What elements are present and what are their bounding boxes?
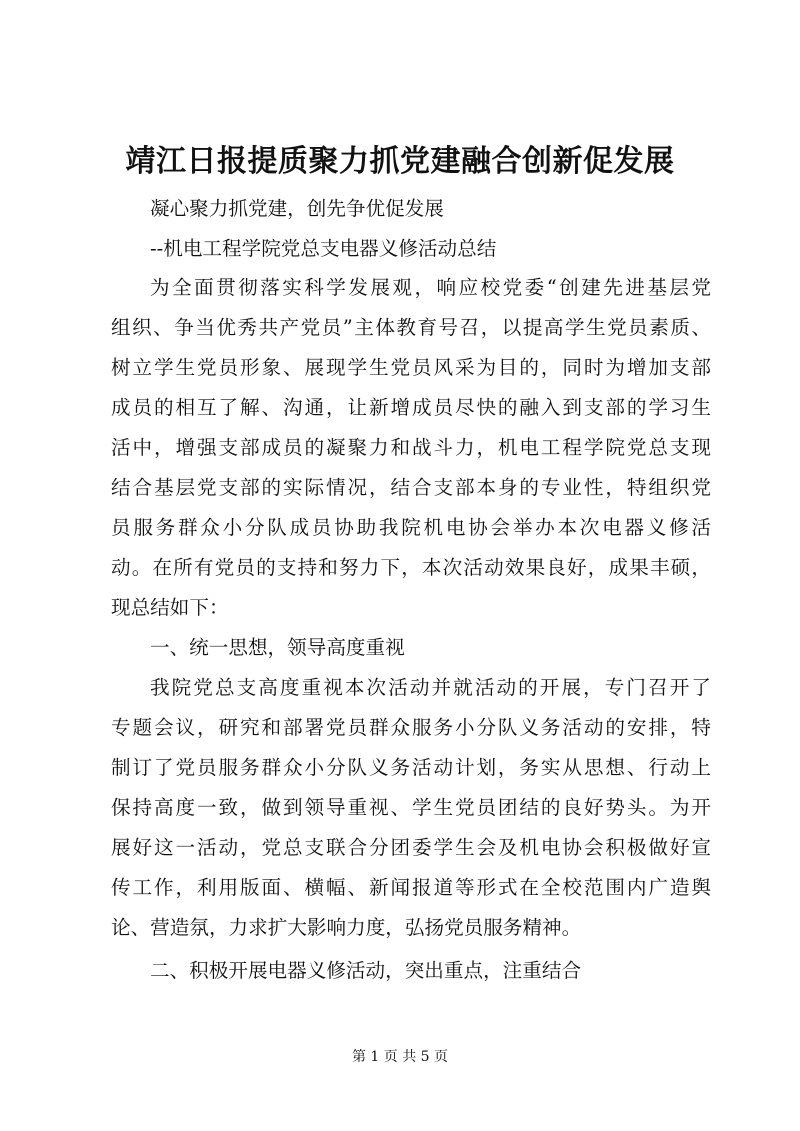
paragraph-line: 成员的相互了解、沟通，让新增成员尽快的融入到支部的学习生 bbox=[111, 396, 711, 419]
document-title: 靖江日报提质聚力抓党建融合创新促发展 bbox=[125, 144, 675, 179]
subtitle-line: --机电工程学院党总支电器义修活动总结 bbox=[150, 237, 497, 260]
paragraph-line: 制订了党员服务群众小分队义务活动计划，务实从思想、行动上 bbox=[111, 756, 711, 779]
paragraph-line: 专题会议，研究和部署党员群众服务小分队义务活动的安排，特 bbox=[111, 716, 711, 739]
paragraph-line: 现总结如下： bbox=[111, 596, 229, 619]
paragraph-line: 树立学生党员形象、展现学生党员风采为目的，同时为增加支部 bbox=[111, 356, 711, 379]
paragraph-line: 保持高度一致，做到领导重视、学生党员团结的良好势头。为开 bbox=[111, 796, 711, 819]
paragraph-line: 活中，增强支部成员的凝聚力和战斗力，机电工程学院党总支现 bbox=[111, 436, 711, 459]
section-heading: 二、积极开展电器义修活动，突出重点，注重结合 bbox=[150, 959, 582, 982]
paragraph-line: 动。在所有党员的支持和努力下，本次活动效果良好，成果丰硕， bbox=[111, 556, 711, 579]
paragraph-line: 结合基层党支部的实际情况，结合支部本身的专业性，特组织党 bbox=[111, 476, 711, 499]
paragraph-line: 传工作，利用版面、横幅、新闻报道等形式在全校范围内广造舆 bbox=[111, 876, 711, 899]
paragraph-line: 为全面贯彻落实科学发展观，响应校党委“创建先进基层党 bbox=[150, 276, 711, 299]
paragraph-line: 员服务群众小分队成员协助我院机电协会举办本次电器义修活 bbox=[111, 516, 711, 539]
paragraph-line: 我院党总支高度重视本次活动并就活动的开展，专门召开了 bbox=[150, 676, 711, 699]
paragraph-line: 论、营造氛，力求扩大影响力度，弘扬党员服务精神。 bbox=[111, 916, 582, 939]
subtitle-line: 凝心聚力抓党建，创先争优促发展 bbox=[150, 197, 444, 220]
page-footer: 第 1 页 共 5 页 bbox=[351, 1049, 449, 1065]
section-heading: 一、统一思想，领导高度重视 bbox=[150, 636, 405, 659]
paragraph-line: 组织、争当优秀共产党员”主体教育号召，以提高学生党员素质、 bbox=[111, 316, 711, 339]
paragraph-line: 展好这一活动，党总支联合分团委学生会及机电协会积极做好宣 bbox=[111, 836, 711, 859]
